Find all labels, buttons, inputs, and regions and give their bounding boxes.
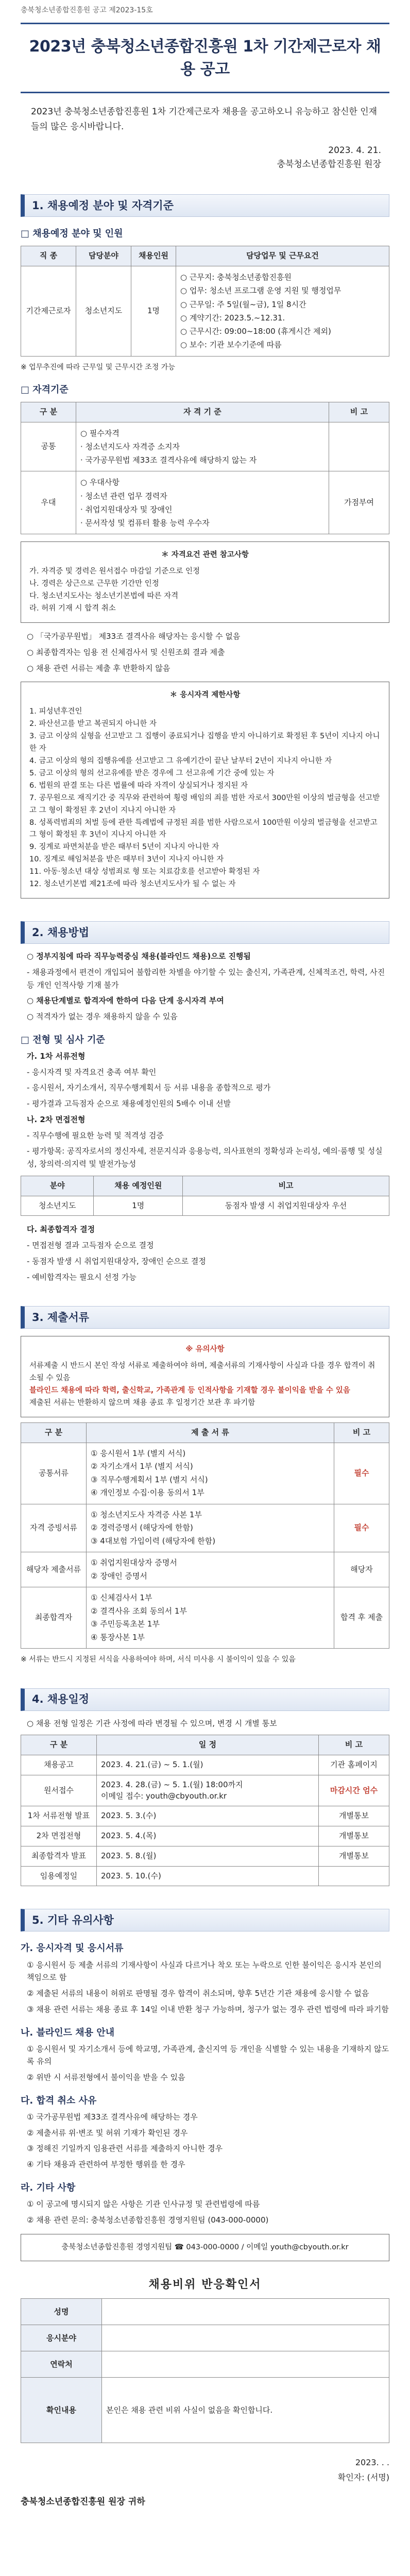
- list-item: ○ 적격자가 없는 경우 채용하지 않을 수 있음: [27, 1012, 178, 1022]
- cell: 개별통보: [319, 1826, 389, 1846]
- list-item: 라. 허위 기재 시 합격 취소: [29, 604, 116, 613]
- cell: [102, 2299, 389, 2325]
- section-2-header: 2. 채용방법: [21, 921, 389, 944]
- sec2-intro: [21, 950, 389, 1023]
- cell: 필수: [334, 1504, 389, 1552]
- announce-date: 2023. 4. 21.: [328, 145, 381, 156]
- list-item: - 평가항목: 공직자로서의 정신자세, 전문지식과 응용능력, 의사표현의 정확성과 논리성, 예의·품행 및 성실성, 창의력·의지력 및 발전가능성: [27, 1146, 383, 1169]
- cell: 마감시간 엄수: [319, 1775, 389, 1806]
- list-item: - 응시원서, 자기소개서, 직무수행계획서 등 서류 내용을 종합적으로 평가: [27, 1083, 271, 1093]
- qualification-table: [21, 402, 389, 535]
- list-item: - 면접전형 결과 고득점자 순으로 결정: [27, 1241, 154, 1250]
- cell: ① 신체검사서 1부 ② 결격사유 조회 동의서 1부 ③ 주민등록초본 1부 ④ 통장사본 1부: [87, 1587, 334, 1649]
- th: 구 분: [21, 1735, 97, 1755]
- list-item: ① 응시원서 및 자기소개서 등에 학교명, 가족관계, 출신지역 등 개인을 식별할 수 있는 내용을 기재하지 않도록 유의: [27, 2044, 389, 2066]
- list-item: 7. 공무원으로 재직기간 중 직무와 관련하여 횡령 배임의 죄를 범한 자로서 300만원 이상의 벌금형을 선고받고 그 형이 확정된 후 2년이 지나지 아니한 자: [29, 793, 380, 815]
- cell: 우대: [21, 471, 76, 534]
- cell: 합격 후 제출: [334, 1587, 389, 1649]
- th: 직 종: [21, 246, 76, 266]
- th: 비 고: [329, 402, 389, 422]
- contact-box: 충북청소년종합진흥원 경영지원팀 ☎ 043-000-0000 / 이메일 youth@cbyouth.or.kr: [21, 2234, 389, 2262]
- list-item: - 응시자격 및 자격요건 충족 여부 확인: [27, 1067, 157, 1077]
- list-item: 4. 금고 이상의 형의 집행유예를 선고받고 그 유예기간이 끝난 날부터 2년이 지나지 아니한 자: [29, 756, 332, 765]
- sign-name: 확인자: (서명): [337, 2472, 389, 2483]
- list-item: 9. 징계로 파면처분을 받은 때부터 5년이 지나지 아니한 자: [29, 843, 219, 852]
- cell: 공통: [21, 422, 76, 471]
- schedule-table: [21, 1735, 389, 1886]
- sec5-sub-b: 나. 블라인드 채용 안내: [21, 2027, 115, 2038]
- th: 채용인원: [131, 246, 176, 266]
- cell: [319, 1866, 389, 1886]
- cell: 채용공고: [21, 1755, 97, 1775]
- sec5-sub-d: 라. 기타 사항: [21, 2182, 76, 2193]
- sign-date: 2023. . .: [355, 2458, 389, 2468]
- documents-table: [21, 1422, 389, 1649]
- list-item: 서류제출 시 반드시 본인 작성 서류로 제출하여야 하며, 제출서류의 기재사항이 사실과 다를 경우 합격이 취소될 수 있음: [29, 1362, 375, 1383]
- cell: 원서접수: [21, 1775, 97, 1806]
- cell: 본인은 채용 관련 비위 사실이 없음을 확인합니다.: [102, 2378, 389, 2443]
- form-footer: 충북청소년종합진흥원 원장 귀하: [21, 2496, 145, 2507]
- notice-box: [21, 1336, 389, 1417]
- list-item: ① 응시원서 등 제출 서류의 기재사항이 사실과 다르거나 착오 또는 누락으로 인한 불이익은 응시자 본인의 책임으로 함: [27, 1960, 382, 1982]
- th: 비 고: [334, 1423, 389, 1443]
- th: 채용 예정인원: [94, 1176, 183, 1196]
- list-item: ③ 채용 관련 서류는 채용 종료 후 14일 이내 반환 청구 가능하며, 청구가 없는 경우 관련 법령에 따라 파기함: [27, 2004, 389, 2014]
- cell: 기관 홈페이지: [319, 1755, 389, 1775]
- list-item: ○ 채용단계별로 합격자에 한하여 다음 단계 응시자격 부여: [27, 996, 224, 1006]
- list-item: 3. 금고 이상의 실형을 선고받고 그 집행이 종료되거나 집행을 받지 아니하기로 확정된 후 5년이 지나지 아니한 자: [29, 732, 380, 753]
- doc-ref: 충북청소년종합진흥원 공고 제2023-15호: [21, 6, 153, 14]
- list-item: 12. 청소년기본법 제21조에 따라 청소년지도사가 될 수 없는 자: [29, 880, 236, 889]
- cell: ① 응시원서 1부 (별지 서식) ② 자기소개서 1부 (별지 서식) ③ 직무수행계획서 1부 (별지 서식) ④ 개인정보 수집·이용 동의서 1부: [87, 1443, 334, 1504]
- pref-box-title: ＊ 자격요건 관련 참고사항: [161, 551, 249, 560]
- footnote: ※ 업무추진에 따라 근무일 및 근무시간 조정 가능: [21, 363, 175, 371]
- th: 분야: [21, 1176, 94, 1196]
- cell: ○ 필수자격 · 청소년지도사 자격증 소지자 · 국가공무원법 제33조 결격사유에 해당하지 않는 자: [76, 422, 329, 471]
- list-item: 8. 성폭력범죄의 처벌 등에 관한 특례법에 규정된 죄를 범한 사람으로서 100만원 이상의 벌금형을 선고받고 그 형이 확정된 후 3년이 지나지 아니한 자: [29, 818, 378, 839]
- sec4-intro: ○ 채용 전형 일정은 기관 사정에 따라 변경될 수 있으며, 변경 시 개별 통보: [27, 1718, 277, 1728]
- cell: 기간제근로자: [21, 266, 76, 357]
- cell: 2023. 4. 28.(금) ~ 5. 1.(월) 18:00까지 이메일 접수: youth@cbyouth.or.kr: [97, 1775, 319, 1806]
- cell: 가점부여: [329, 471, 389, 534]
- sec5-sub-c: 다. 합격 취소 사유: [21, 2095, 97, 2106]
- th: 비 고: [319, 1735, 389, 1755]
- date-org: [29, 144, 381, 172]
- th: 구 분: [21, 1423, 87, 1443]
- sign-block: [21, 2455, 389, 2485]
- list-item: - 채용과정에서 편견이 개입되어 불합리한 차별을 야기할 수 있는 출신지, 가족관계, 신체적조건, 학력, 사진 등 개인 인적사항 기재 불가: [27, 967, 385, 990]
- cell: 공통서류: [21, 1443, 87, 1504]
- stage-a: 가. 1차 서류전형: [27, 1051, 86, 1061]
- th: 비고: [183, 1176, 389, 1196]
- list-item: 1. 피성년후견인: [29, 707, 82, 716]
- list-item: 5. 금고 이상의 형의 선고유예를 받은 경우에 그 선고유예 기간 중에 있는 자: [29, 769, 275, 777]
- list-item: ② 채용 관련 문의: 충북청소년종합진흥원 경영지원팀 (043-000-0000): [27, 2215, 269, 2225]
- cell: 필수: [334, 1443, 389, 1504]
- list-item: 가. 자격증 및 경력은 원서접수 마감일 기준으로 인정: [29, 567, 200, 576]
- th: 성명: [21, 2299, 102, 2325]
- cell: 2023. 5. 8.(월): [97, 1846, 319, 1866]
- form-table: [21, 2298, 389, 2443]
- cell: 1차 서류전형 발표: [21, 1806, 97, 1826]
- cell: ○ 근무지: 충북청소년종합진흥원 ○ 업무: 청소년 프로그램 운영 지원 및 행정업무 ○ 근무일: 주 5일(월~금), 1일 8시간 ○ 계약기간: 2023.5.~12.31. ○ 근무시간: 09:00~18:00 (휴게시간 제외) ○ 보수: 기관 보수기준에 따름: [176, 266, 389, 357]
- list-item: - 예비합격자는 필요시 선정 가능: [27, 1272, 136, 1282]
- th: 연락처: [21, 2351, 102, 2378]
- cell: [102, 2351, 389, 2378]
- cell: 개별통보: [319, 1846, 389, 1866]
- section-4-header: 4. 채용일정: [21, 1688, 389, 1711]
- pref-box: [21, 541, 389, 623]
- sec1-sub2: □ 자격기준: [21, 384, 69, 395]
- exclusion-box: [21, 682, 389, 899]
- stage-table: [21, 1176, 389, 1216]
- cell: ○ 우대사항 · 청소년 관련 업무 경력자 · 취업지원대상자 및 장애인 · 문서작성 및 컴퓨터 활용 능력 우수자: [76, 471, 329, 534]
- cell: 최종합격자: [21, 1587, 87, 1649]
- cell: 동점자 발생 시 취업지원대상자 우선: [183, 1196, 389, 1216]
- list-item: ○ 「국가공무원법」 제33조 결격사유 해당자는 응시할 수 없음: [27, 632, 241, 641]
- exclusion-title: ＊ 응시자격 제한사항: [169, 691, 241, 700]
- list-item: - 직무수행에 필요한 능력 및 적격성 검증: [27, 1130, 164, 1140]
- list-item: ① 국가공무원법 제33조 결격사유에 해당하는 경우: [27, 2112, 198, 2122]
- list-item: 11. 아동·청소년 대상 성범죄로 형 또는 치료감호를 선고받아 확정된 자: [29, 868, 260, 876]
- cell: 임용예정일: [21, 1866, 97, 1886]
- title-box: [21, 23, 389, 93]
- list-item: ② 제출서류 위·변조 및 허위 기재가 확인된 경우: [27, 2128, 188, 2138]
- cell: 해당자: [334, 1552, 389, 1587]
- cell: 개별통보: [319, 1806, 389, 1826]
- th: 일 정: [97, 1735, 319, 1755]
- notice-box-title: ※ 유의사항: [185, 1345, 225, 1354]
- cell: 청소년지도: [76, 266, 131, 357]
- announce-org: 충북청소년종합진흥원 원장: [277, 159, 381, 170]
- list-item: 제출된 서류는 반환하지 않으며 채용 종료 후 일정기간 보관 후 파기함: [29, 1399, 255, 1408]
- th: 담당업무 및 근무요건: [176, 246, 389, 266]
- stage-b: 나. 2차 면접전형: [27, 1114, 86, 1124]
- sec2-sub: □ 전형 및 심사 기준: [21, 1034, 105, 1045]
- cell: [329, 422, 389, 471]
- cell: 최종합격자 발표: [21, 1846, 97, 1866]
- section-1-header: 1. 채용예정 분야 및 자격기준: [21, 194, 389, 217]
- list-item: - 평가결과 고득점자 순으로 채용예정인원의 5배수 이내 선발: [27, 1099, 231, 1109]
- cell: 1명: [131, 266, 176, 357]
- page-title: 2023년 충북청소년종합진흥원 1차 기간제근로자 채용 공고: [29, 38, 381, 78]
- list-item: 나. 경력은 상근으로 근무한 기간만 인정: [29, 580, 159, 588]
- th: 구 분: [21, 402, 76, 422]
- list-item: ○ 최종합격자는 임용 전 신체검사서 및 신원조회 결과 제출: [27, 647, 225, 657]
- th: 응시분야: [21, 2325, 102, 2351]
- sec5-sub-a: 가. 응시자격 및 응시서류: [21, 1943, 124, 1954]
- list-item: 블라인드 채용에 따라 학력, 출신학교, 가족관계 등 인적사항을 기재할 경우 불이익을 받을 수 있음: [29, 1386, 350, 1395]
- section-5-header: 5. 기타 유의사항: [21, 1909, 389, 1931]
- list-item: - 동점자 발생 시 취업지원대상자, 장애인 순으로 결정: [27, 1256, 206, 1266]
- list-item: ③ 정해진 기일까지 임용관련 서류를 제출하지 아니한 경우: [27, 2144, 223, 2154]
- cell: [102, 2325, 389, 2351]
- th: 자 격 기 준: [76, 402, 329, 422]
- cell: 자격 증빙서류: [21, 1504, 87, 1552]
- sec3-note: ※ 서류는 반드시 지정된 서식을 사용하여야 하며, 서식 미사용 시 불이익이 있을 수 있음: [21, 1655, 296, 1664]
- intro-text: 2023년 충북청소년종합진흥원 1차 기간제근로자 채용을 공고하오니 유능하고 참신한 인재들의 많은 응시바랍니다.: [31, 107, 378, 132]
- cell: 2차 면접전형: [21, 1826, 97, 1846]
- cell: ① 취업지원대상자 증명서 ② 장애인 증명서: [87, 1552, 334, 1587]
- list-item: ① 이 공고에 명시되지 않은 사항은 기관 인사규정 및 관련법령에 따름: [27, 2199, 260, 2209]
- list-item: 10. 징계로 해임처분을 받은 때부터 3년이 지나지 아니한 자: [29, 855, 224, 864]
- list-item: ○ 정부지침에 따라 직무능력중심 채용(블라인드 채용)으로 진행됨: [27, 952, 251, 961]
- recruit-table: [21, 246, 389, 356]
- cell: 2023. 5. 10.(수): [97, 1866, 319, 1886]
- list-item: ○ 채용 관련 서류는 제출 후 반환하지 않음: [27, 663, 170, 673]
- cell: 해당자 제출서류: [21, 1552, 87, 1587]
- cell: 2023. 4. 21.(금) ~ 5. 1.(월): [97, 1755, 319, 1775]
- th: 확인내용: [21, 2378, 102, 2443]
- list-item: ② 제출된 서류의 내용이 허위로 판명될 경우 합격이 취소되며, 향후 5년간 기관 채용에 응시할 수 없음: [27, 1989, 369, 1998]
- sec1-extra: [21, 630, 389, 674]
- th: 제 출 서 류: [87, 1423, 334, 1443]
- list-item: 다. 청소년지도사는 청소년기본법에 따른 자격: [29, 592, 179, 601]
- score-title: 다. 최종합격자 결정: [27, 1225, 95, 1234]
- cell: 2023. 5. 4.(목): [97, 1826, 319, 1846]
- list-item: ④ 기타 채용과 관련하여 부정한 행위를 한 경우: [27, 2160, 185, 2170]
- th: 담당분야: [76, 246, 131, 266]
- form-title: 채용비위 반응확인서: [148, 2278, 262, 2292]
- cell: 청소년지도: [21, 1196, 94, 1216]
- list-item: 2. 파산선고를 받고 복권되지 아니한 자: [29, 720, 157, 728]
- sec1-sub1: □ 채용예정 분야 및 인원: [21, 228, 123, 240]
- cell: 1명: [94, 1196, 183, 1216]
- list-item: ② 위반 시 서류전형에서 불이익을 받을 수 있음: [27, 2073, 185, 2082]
- section-3-header: 3. 제출서류: [21, 1306, 389, 1329]
- cell: ① 청소년지도사 자격증 사본 1부 ② 경력증명서 (해당자에 한함) ③ 4대보험 가입이력 (해당자에 한함): [87, 1504, 334, 1552]
- list-item: 6. 법원의 판결 또는 다른 법률에 따라 자격이 상실되거나 정지된 자: [29, 781, 248, 790]
- cell: 2023. 5. 3.(수): [97, 1806, 319, 1826]
